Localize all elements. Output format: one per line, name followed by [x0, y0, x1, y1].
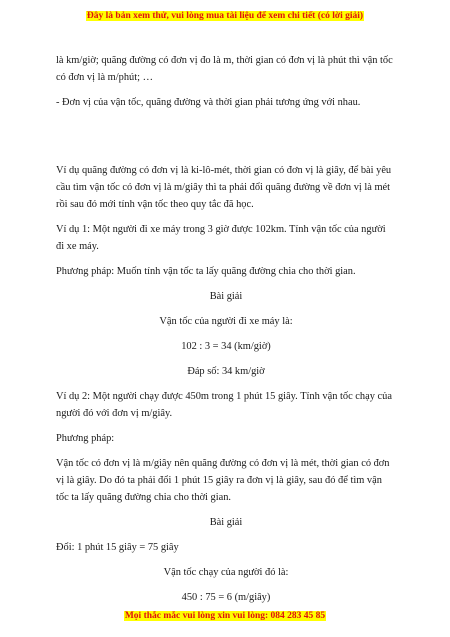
example-1-method: Phương pháp: Muốn tính vận tốc ta lấy quãng đường chia cho thời gian.	[56, 266, 356, 277]
example-2-problem: Ví dụ 2: Một người chạy được 450m trong 1 phút 15 giây. Tính vận tốc chạy của người đó với đơn vị m/giây.	[56, 391, 392, 419]
example-2-calculation: 450 : 75 = 6 (m/giây)	[181, 592, 271, 603]
paragraph-unit-conversion: Ví dụ quãng đường có đơn vị là ki-lô-mét, thời gian có đơn vị là giây, để bài yêu cầu tìm vận tốc có đơn vị là m/giây thì ta phải đổi quãng đường về đơn vị là mét rồi sau đó mới tính vận tốc theo quy tắc đã học.	[56, 165, 392, 210]
example-2-solution-line: Vận tốc chạy của người đó là:	[163, 567, 289, 578]
document-body	[56, 52, 396, 614]
example-1-answer: Đáp số: 34 km/giờ	[187, 366, 265, 377]
paragraph-units-intro: là km/giờ; quãng đường có đơn vị đo là m, thời gian có đơn vị là phút thì vận tốc có đơn vị là m/phút; …	[56, 55, 393, 83]
example-1-solution-heading: Bài giải	[209, 291, 243, 302]
example-2-method: Vận tốc có đơn vị là m/giây nên quãng đường có đơn vị là mét, thời gian có đơn vị là giây. Do đó ta phải đổi 1 phút 15 giây ra đơn vị là giây, sau đó để tìm vận tốc ta lấy quãng đường chia cho thời gian.	[56, 458, 390, 503]
example-1-problem: Ví dụ 1: Một người đi xe máy trong 3 giờ được 102km. Tính vận tốc của người đi xe máy.	[56, 224, 386, 252]
example-1-calculation: 102 : 3 = 34 (km/giờ)	[181, 341, 271, 352]
example-2-solution-heading: Bài giải	[209, 517, 243, 528]
example-1-solution-line: Vận tốc của người đi xe máy là:	[159, 316, 293, 327]
preview-notice-text: Đây là bản xem thử, vui lòng mua tài liệu để xem chi tiết (có lời giải)	[86, 11, 364, 21]
contact-notice-banner	[0, 611, 450, 621]
paragraph-units-rule: - Đơn vị của vận tốc, quãng đường và thời gian phải tương ứng với nhau.	[56, 97, 361, 108]
example-2-conversion: Đổi: 1 phút 15 giây = 75 giây	[56, 542, 179, 553]
section-gap	[56, 119, 396, 162]
contact-notice-text: Mọi thắc mắc vui lòng xin vui lòng: 084 283 45 85	[124, 611, 326, 621]
example-2-method-label: Phương pháp:	[56, 433, 115, 444]
preview-notice-banner	[0, 11, 450, 21]
